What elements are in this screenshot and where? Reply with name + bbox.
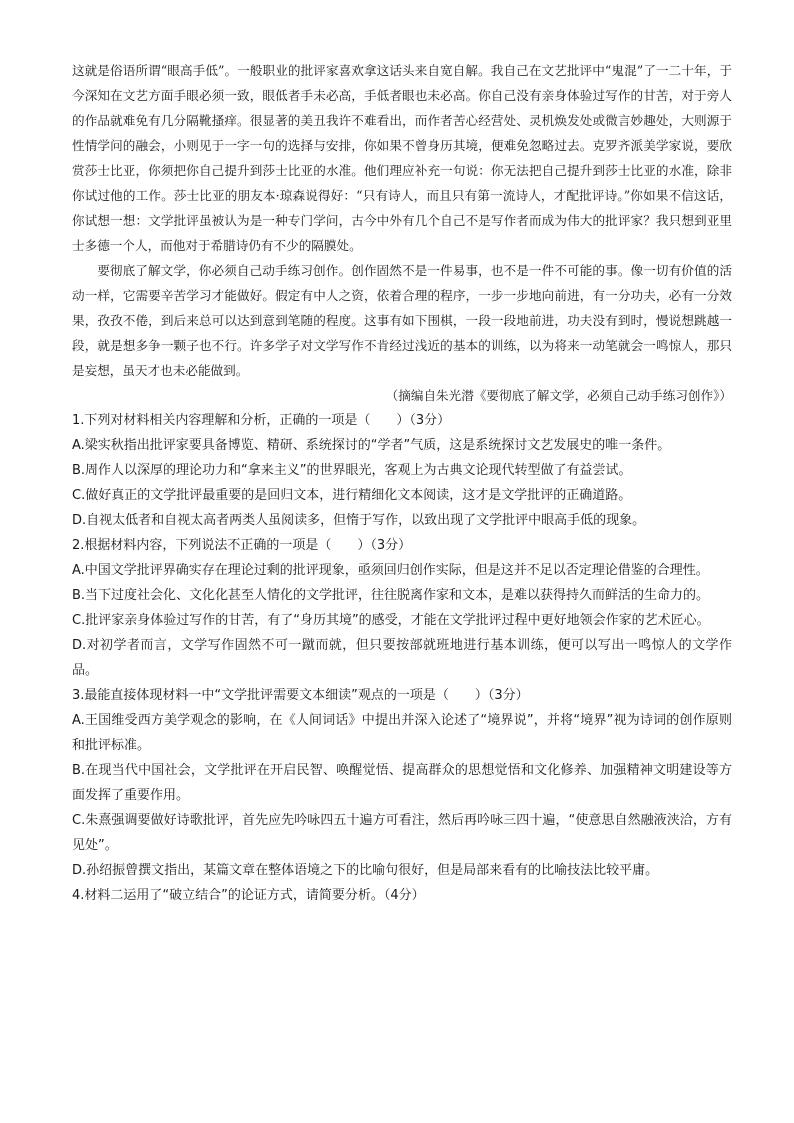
question-2 — [72, 533, 732, 683]
question-1 — [72, 408, 732, 533]
option-a: A.梁实秋指出批评家要具备博览、精研、系统探讨的“学者”气质，这是系统探讨文艺发展史的唯一条件。 — [72, 438, 671, 453]
option-d: D.自视太低者和自视太高者两类人虽阅读多，但惰于写作，以致出现了文学批评中眼高手低的现象。 — [72, 513, 646, 528]
exam-page — [72, 58, 732, 908]
option-c: C.朱熹强调要做好诗歌批评，首先应先吟咏四五十遍方可看注，然后再吟咏三四十遍，“使意思自然融液浃洽，方有见处”。 — [72, 813, 732, 853]
option-d: D.对初学者而言，文学写作固然不可一蹴而就，但只要按部就班地进行基本训练，便可以写出一鸣惊人的文学作品。 — [72, 638, 732, 678]
question-stem: 4.材料二运用了“破立结合”的论证方式，请简要分析。（4分） — [72, 888, 425, 903]
passage-paragraph-2: 要彻底了解文学，你必须自己动手练习创作。创作固然不是一件易事，也不是一件不可能的事。像一切有价值的活动一样，它需要辛苦学习才能做好。假定有中人之资，依着合理的程序，一步一步地向前进，有一分功夫，必有一分效果，孜孜不倦，到后来总可以达到意到笔随的程度。这事有如下围棋，一段一段地前进，功夫没有到时，慢说想跳越一段，就是想多争一颗子也不行。许多学子对文学写作不肯经过浅近的基本的训练，以为将来一动笔就会一鸣惊人，那只是妄想，虽天才也未必能做到。 — [72, 263, 732, 378]
passage-source: （摘编自朱光潜《要彻底了解文学，必须自己动手练习创作》） — [385, 388, 732, 403]
question-stem: 1.下列对材料相关内容理解和分析，正确的一项是（ ）（3分） — [72, 413, 451, 428]
option-b: B.周作人以深厚的理论功力和“拿来主义”的世界眼光，客观上为古典文论现代转型做了有益尝试。 — [72, 463, 632, 478]
option-a: A.中国文学批评界确实存在理论过剩的批评现象，亟须回归创作实际，但是这并不足以否定理论借鉴的合理性。 — [72, 563, 709, 578]
question-4 — [72, 883, 732, 908]
option-b: B.在现当代中国社会，文学批评在开启民智、唤醒觉悟、提高群众的思想觉悟和文化修养、加强精神文明建设等方面发挥了重要作用。 — [72, 763, 732, 803]
question-stem: 3.最能直接体现材料一中“文学批评需要文本细读”观点的一项是（ ）（3分） — [72, 688, 529, 703]
option-a: A.王国维受西方美学观念的影响，在《人间词话》中提出并深入论述了“境界说”，并将“境界”视为诗词的创作原则和批评标准。 — [72, 713, 732, 753]
option-b: B.当下过度社会化、文化化甚至人情化的文学批评，往往脱离作家和文本，是难以获得持久而鲜活的生命力的。 — [72, 588, 710, 603]
option-c: C.做好真正的文学批评最重要的是回归文本，进行精细化文本阅读，这才是文学批评的正确道路。 — [72, 488, 632, 503]
option-d: D.孙绍振曾撰文指出，某篇文章在整体语境之下的比喻句很好，但是局部来看有的比喻技法比较平庸。 — [72, 863, 659, 878]
question-3 — [72, 683, 732, 883]
question-stem: 2.根据材料内容，下列说法不正确的一项是（ ）（3分） — [72, 538, 412, 553]
passage-paragraph-1: 这就是俗语所谓“眼高手低”。一般职业的批评家喜欢拿这话头来自宽自解。我自己在文艺批评中“鬼混”了一二十年，于今深知在文艺方面手眼必须一致，眼低者手未必高，手低者眼也未必高。你自己没有亲身体验过写作的甘苦，对于旁人的作品就难免有几分隔靴搔痒。很显著的美丑我许不难看出，而作者苦心经营处、灵机焕发处或微言妙趣处，大则源于性情学问的融会，小则见于一字一句的选择与安排，你如果不曾身历其境，便难免忽略过去。克罗齐派美学家说，要欣赏莎士比亚，你须把你自己提升到莎士比亚的水准。他们理应补充一句说：你无法把自己提升到莎士比亚的水准，除非你试过他的工作。莎士比亚的朋友本·琼森说得好：“只有诗人，而且只有第一流诗人，才配批评诗。”你如果不信这话，你试想一想：文学批评虽被认为是一种专门学问，古今中外有几个自己不是写作者而成为伟大的批评家？我只想到亚里士多德一个人，而他对于希腊诗仍有不少的隔膜处。 — [72, 63, 732, 253]
option-c: C.批评家亲身体验过写作的甘苦，有了“身历其境”的感受，才能在文学批评过程中更好地领会作家的艺术匠心。 — [72, 613, 710, 628]
